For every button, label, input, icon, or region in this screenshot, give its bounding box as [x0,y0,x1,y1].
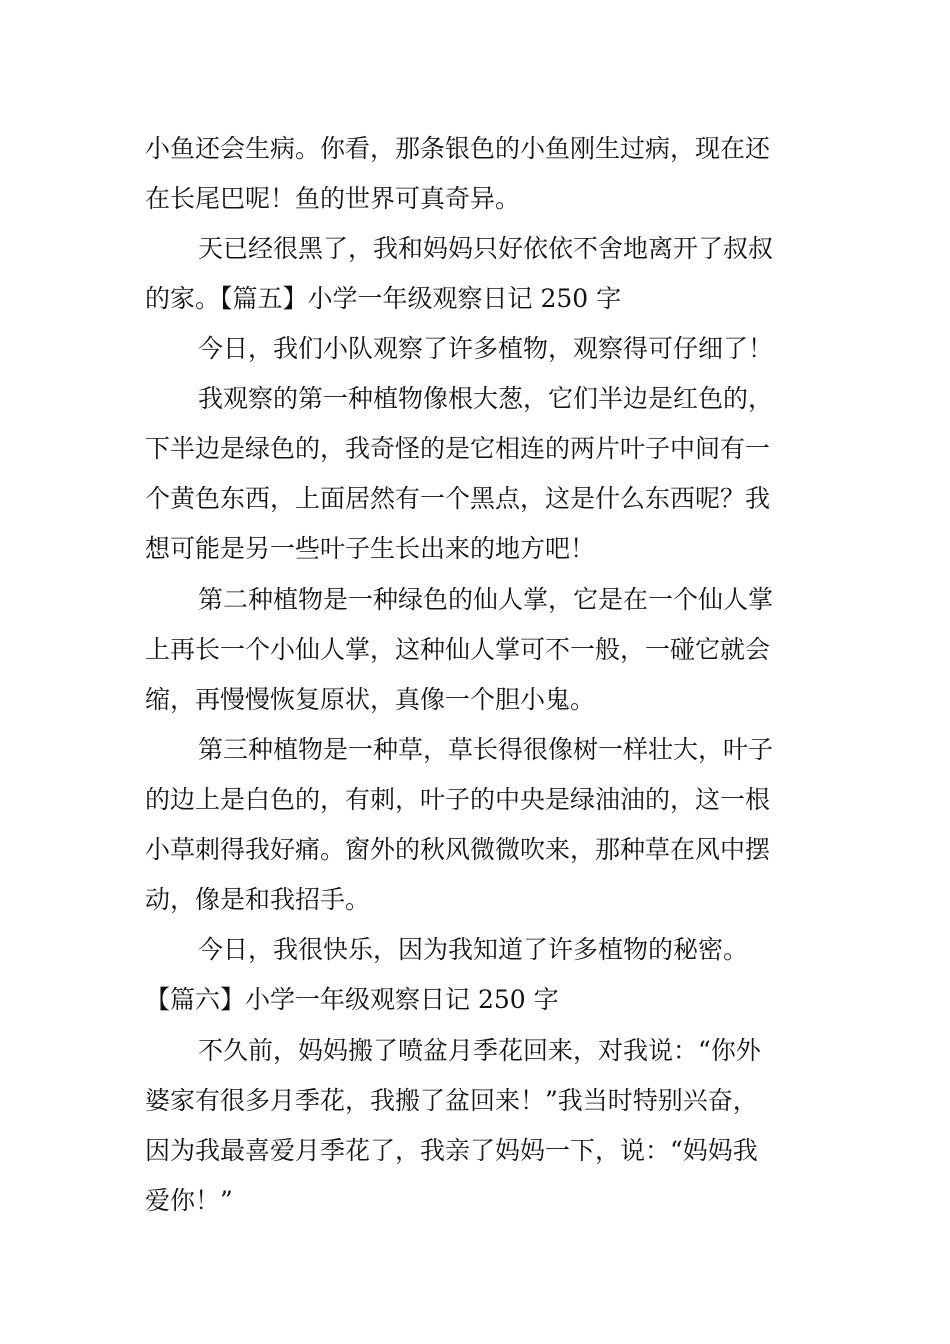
text-line: 不久前，妈妈搬了喷盆月季花回来，对我说：“你外 [198,1036,761,1065]
text-line: 想可能是另一些叶子生长出来的地方吧！ [145,534,596,563]
text-line: 上再长一个小仙人掌，这种仙人掌可不一般，一碰它就会 [145,635,771,664]
text-line: 缩，再慢慢恢复原状，真像一个胆小鬼。 [145,685,596,714]
text-line: 【篇六】小学一年级观察日记 250 字 [145,985,559,1014]
text-line: 下半边是绿色的，我奇怪的是它相连的两片叶子中间有一 [145,434,771,463]
text-line: 爱你！” [145,1186,233,1215]
text-line: 的边上是白色的，有刺，叶子的中央是绿油油的，这一根 [145,785,771,814]
text-line: 在长尾巴呢！鱼的世界可真奇异。 [145,184,521,213]
text-line: 小草刺得我好痛。窗外的秋风微微吹来，那种草在风中摆 [145,835,771,864]
text-line: 婆家有很多月季花，我搬了盆回来！”我当时特别兴奋， [145,1086,758,1115]
text-line: 我观察的第一种植物像根大葱，它们半边是红色的， [198,384,774,413]
text-line: 小鱼还会生病。你看，那条银色的小鱼刚生过病，现在还 [145,134,771,163]
text-line: 的家。【篇五】小学一年级观察日记 250 字 [145,284,622,313]
text-line: 天已经很黑了，我和妈妈只好依依不舍地离开了叔叔 [198,234,774,263]
text-line: 今日，我们小队观察了许多植物，观察得可仔细了！ [198,334,774,363]
text-line: 第三种植物是一种草，草长得很像树一样壮大，叶子 [198,735,774,764]
text-line: 个黄色东西，上面居然有一个黑点，这是什么东西呢？我 [145,484,771,513]
text-line: 动，像是和我招手。 [145,885,371,914]
text-line: 今日，我很快乐，因为我知道了许多植物的秘密。 [198,935,749,964]
text-line: 因为我最喜爱月季花了，我亲了妈妈一下，说：“妈妈我 [145,1136,758,1165]
text-line: 第二种植物是一种绿色的仙人掌，它是在一个仙人掌 [198,585,774,614]
